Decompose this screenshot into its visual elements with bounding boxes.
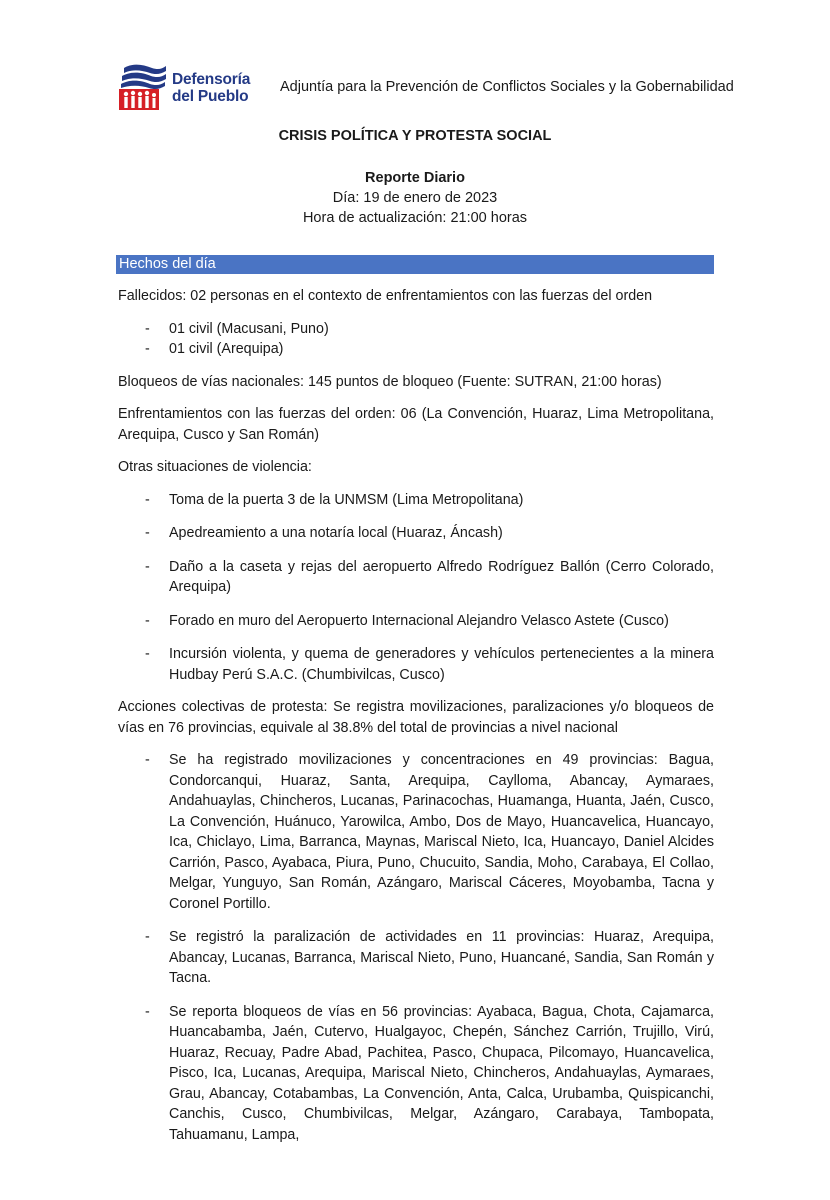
list-item-text: Se reporta bloqueos de vías en 56 provincias: Ayabaca, Bagua, Chota, Cajamarca, Huancabamba, Jaén, Cutervo, Hualgayoc, Chepén, Sánchez Carrión, Trujillo, Virú, Huaraz, Recuay, Padre Abad, Pachitea, Pasco, Chupaca, Pilcomayo, Huancavelica, Pisco, Ica, Lucanas, Arequipa, Mariscal Nieto, Chincheros, Andahuaylas, Aymaraes, Grau, Abancay, Cotabambas, La Convención, Anta, Calca, Urubamba, Quispicanchi, Canchis, Cusco, Chumbivilcas, Melgar, Azángaro, Carabaya, Tambopata, Tahuamanu, Lampa, xyxy=(169,1003,714,1143)
list-dash: - xyxy=(145,320,150,337)
defensoria-logo xyxy=(116,62,266,112)
list-dash: - xyxy=(145,929,150,945)
bloqueos-paragraph: Bloqueos de vías nacionales: 145 puntos de bloqueo (Fuente: SUTRAN, 21:00 horas) xyxy=(118,373,662,390)
report-update-time: Hora de actualización: 21:00 horas xyxy=(302,210,528,226)
list-item xyxy=(118,319,714,340)
list-item xyxy=(118,1002,714,1146)
list-dash: - xyxy=(145,646,150,662)
list-item-text: Daño a la caseta y rejas del aeropuerto Alfredo Rodríguez Ballón (Cerro Colorado, Arequipa) xyxy=(169,558,714,595)
list-dash: - xyxy=(145,1003,150,1020)
list-item-text: Apedreamiento a una notaría local (Huaraz, Áncash) xyxy=(169,525,503,541)
fallecidos-list xyxy=(118,319,714,360)
list-item xyxy=(118,523,714,544)
report-body xyxy=(118,286,714,1158)
enfrentamientos-paragraph: Enfrentamientos con las fuerzas del orden: 06 (La Convención, Huaraz, Lima Metropolitana, Arequipa, Cusco y San Román) xyxy=(118,406,714,443)
list-dash: - xyxy=(145,558,150,575)
list-item xyxy=(118,339,714,360)
list-item-text: Se ha registrado movilizaciones y concentraciones en 49 provincias: Bagua, Condorcanqui, Huaraz, Santa, Arequipa, Caylloma, Abancay, Aymaraes, Andahuaylas, Chincheros, Lucanas, Parinacochas, Huamanga, Huanta, Jaén, Cusco, La Convención, Huánuco, Yarowilca, Ambo, Dos de Mayo, Huancavelica, Huancayo, Ica, Chiclayo, Lima, Barranca, Maynas, Mariscal Nieto, Ica, Huancayo, Daniel Alcides Carrión, Pasco, Ayabaca, Piura, Puno, Chucuito, Sandia, Moho, Carabaya, El Collao, Melgar, Yunguyo, San Román, Azángaro, Mariscal Cáceres, Moyobamba, Tacna y Coronel Portillo. xyxy=(169,752,714,912)
list-item xyxy=(118,557,714,598)
report-date: Día: 19 de enero de 2023 xyxy=(332,190,498,206)
list-item xyxy=(118,750,714,914)
violencia-paragraph: Otras situaciones de violencia: xyxy=(118,459,312,475)
acciones-list xyxy=(118,750,714,1145)
list-dash: - xyxy=(145,525,150,541)
list-dash: - xyxy=(145,491,150,508)
header-unit-name: Adjuntía para la Prevención de Conflictos Sociales y la Gobernabilidad xyxy=(280,79,734,95)
violencia-list xyxy=(118,490,714,686)
fallecidos-paragraph: Fallecidos: 02 personas en el contexto de enfrentamientos con las fuerzas del orden xyxy=(118,288,653,304)
list-dash: - xyxy=(145,752,150,768)
list-item xyxy=(118,644,714,685)
list-dash: - xyxy=(145,612,150,629)
list-item-text: Toma de la puerta 3 de la UNMSM (Lima Metropolitana) xyxy=(169,491,524,508)
list-item xyxy=(118,927,714,989)
document-title: CRISIS POLÍTICA Y PROTESTA SOCIAL xyxy=(278,128,552,144)
list-item xyxy=(118,611,714,632)
acciones-paragraph: Acciones colectivas de protesta: Se registra movilizaciones, paralizaciones y/o bloqueos de vías en 76 provincias, equivale al 38.8% del total de provincias a nivel nacional xyxy=(118,699,714,736)
list-item-text: Se registró la paralización de actividades en 11 provincias: Huaraz, Arequipa, Abancay, Lucanas, Barranca, Mariscal Nieto, Puno, Huancané, Sandia, San Román y Tacna. xyxy=(169,929,714,986)
section-heading-bar xyxy=(116,255,714,274)
logo-line-2: del Pueblo xyxy=(172,88,249,105)
list-item xyxy=(118,490,714,511)
logo-line-1: Defensoría xyxy=(172,71,251,88)
list-item-text: Incursión violenta, y quema de generadores y vehículos pertenecientes a la minera Hudbay Perú S.A.C. (Chumbivilcas, Cusco) xyxy=(169,646,714,683)
report-type: Reporte Diario xyxy=(365,170,465,186)
list-item-text: 01 civil (Arequipa) xyxy=(169,341,284,357)
list-item-text: 01 civil (Macusani, Puno) xyxy=(169,320,329,337)
list-item-text: Forado en muro del Aeropuerto Internacional Alejandro Velasco Astete (Cusco) xyxy=(169,612,669,629)
logo-wordmark xyxy=(172,71,250,105)
section-heading: Hechos del día xyxy=(119,256,216,272)
list-dash: - xyxy=(145,341,150,357)
defensoria-emblem-icon xyxy=(116,62,168,112)
report-info xyxy=(0,168,830,228)
